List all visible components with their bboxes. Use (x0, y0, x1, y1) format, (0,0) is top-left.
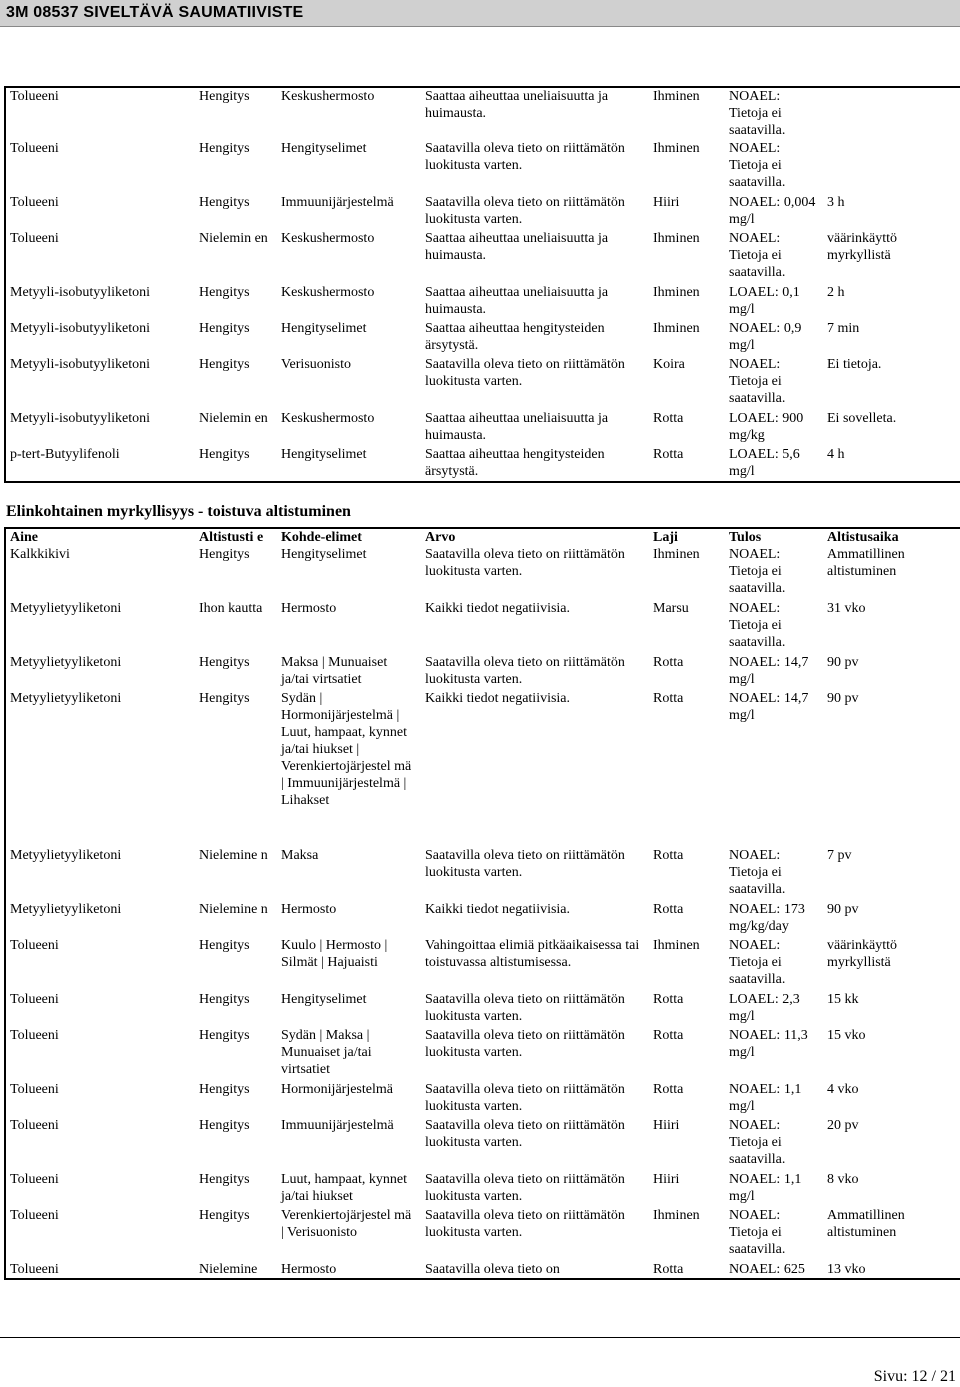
table-cell: Immuunijärjestelmä (281, 1118, 394, 1133)
table-cell: Luut, hampaat, kynnet ja/tai hiukset (281, 1172, 407, 1204)
column-header: Arvo (425, 530, 456, 545)
toxicity-table-single (4, 86, 960, 483)
table-cell: 13 vko (827, 1262, 866, 1277)
table-cell: 7 pv (827, 848, 852, 863)
table-cell: Saattaa aiheuttaa uneliaisuutta ja huimausta. (425, 89, 609, 121)
table-cell: Kalkkikivi (10, 547, 70, 562)
table-cell: Tolueeni (10, 89, 59, 104)
table-cell: Tolueeni (10, 938, 59, 953)
table-row (5, 320, 960, 356)
table-cell: NOAEL: Tietoja ei saatavilla. (729, 231, 786, 280)
table-cell: NOAEL: Tietoja ei saatavilla. (729, 89, 786, 138)
table-cell: Tolueeni (10, 992, 59, 1007)
table-cell: NOAEL: 1,1 mg/l (729, 1172, 802, 1204)
column-header: Kohde-elimet (281, 530, 362, 545)
table-cell: 15 kk (827, 992, 859, 1007)
table-row (5, 690, 960, 847)
table-cell: Nielemine n (199, 902, 268, 917)
table-cell: Kuulo | Hermosto | Silmät | Hajuaisti (281, 938, 388, 970)
table-cell: NOAEL: 0,9 mg/l (729, 321, 802, 353)
table-cell: Hengitys (199, 89, 250, 104)
table-cell: Keskushermosto (281, 89, 375, 104)
table-cell: Hengitys (199, 1118, 250, 1133)
table-cell: Hengitys (199, 285, 250, 300)
column-header: Laji (653, 530, 678, 545)
table-cell: Keskushermosto (281, 231, 375, 246)
table-cell: NOAEL: Tietoja ei saatavilla. (729, 141, 786, 190)
footer-divider (0, 1337, 960, 1338)
table-cell: Kaikki tiedot negatiivisia. (425, 691, 571, 706)
table-row (5, 937, 960, 991)
table-cell: Saatavilla oleva tieto on riittämätön luokitusta varten. (425, 547, 625, 579)
table-cell: Tolueeni (10, 1118, 59, 1133)
table-cell: Hengitys (199, 992, 250, 1007)
column-header: Aine (10, 530, 38, 545)
table-cell: Ammatillinen altistuminen (827, 1208, 905, 1240)
table-cell: Vahingoittaa elimiä pitkäaikaisessa tai toistuvassa altistumisessa. (425, 938, 640, 970)
table-cell: Ihminen (653, 141, 700, 156)
table-cell: Maksa (281, 848, 319, 863)
table-cell: NOAEL: Tietoja ei saatavilla. (729, 1208, 786, 1257)
table-cell: Hengitys (199, 357, 250, 372)
table-cell: Hengityselimet (281, 141, 367, 156)
table-row (5, 446, 960, 482)
table-cell: Ihminen (653, 285, 700, 300)
table-row (5, 410, 960, 446)
table-row (5, 901, 960, 937)
table-cell: Hermosto (281, 601, 337, 616)
table-cell: NOAEL: Tietoja ei saatavilla. (729, 547, 786, 596)
table-cell: Tolueeni (10, 1172, 59, 1187)
table-row (5, 87, 960, 140)
column-header: Tulos (729, 530, 762, 545)
table-cell: 90 pv (827, 902, 859, 917)
table-cell: Koira (653, 357, 685, 372)
table-row (5, 284, 960, 320)
table-row (5, 140, 960, 194)
table-cell: LOAEL: 0,1 mg/l (729, 285, 800, 317)
table-cell: Saatavilla oleva tieto on riittämätön luokitusta varten. (425, 992, 625, 1024)
table-cell: Rotta (653, 1262, 684, 1277)
document-header (0, 0, 960, 27)
table-row (5, 1261, 960, 1279)
table-cell: Tolueeni (10, 1082, 59, 1097)
table-cell: 4 vko (827, 1082, 859, 1097)
table-cell: Ihminen (653, 231, 700, 246)
table-cell: Hengitys (199, 141, 250, 156)
table-row (5, 1117, 960, 1171)
table-cell: Hiiri (653, 1172, 680, 1187)
table-cell: Marsu (653, 601, 689, 616)
toxicity-table-repeated (4, 527, 960, 1280)
table-cell: Saattaa aiheuttaa uneliaisuutta ja huimausta. (425, 411, 609, 443)
column-header: Altistusti e (199, 530, 264, 545)
table-cell: Nielemin en (199, 411, 268, 426)
table-cell: 8 vko (827, 1172, 859, 1187)
table-row (5, 356, 960, 410)
table-cell: Metyyli-isobutyyliketoni (10, 285, 150, 300)
table-cell: NOAEL: Tietoja ei saatavilla. (729, 601, 786, 650)
table-cell: LOAEL: 5,6 mg/l (729, 447, 800, 479)
table-cell: Hengityselimet (281, 447, 367, 462)
table-cell (823, 140, 960, 194)
table-cell: Hengitys (199, 655, 250, 670)
table-cell: Saatavilla oleva tieto on riittämätön luokitusta varten. (425, 848, 625, 880)
column-header: Altistusaika (827, 530, 899, 545)
table-cell: NOAEL: 0,004 mg/l (729, 195, 816, 227)
table-cell: NOAEL: 625 (729, 1262, 805, 1277)
table-cell: Tolueeni (10, 195, 59, 210)
table-cell: Metyylietyyliketoni (10, 601, 122, 616)
table-cell: Nielemine n (199, 848, 268, 863)
table-cell: 2 h (827, 285, 845, 300)
table-cell: Saattaa aiheuttaa hengitysteiden ärsytystä. (425, 447, 605, 479)
table-row (5, 600, 960, 654)
table-cell: Metyylietyyliketoni (10, 902, 122, 917)
table-header-row (5, 528, 960, 546)
section-heading: Elinkohtainen myrkyllisyys - toistuva altistuminen (6, 503, 351, 520)
table-cell: Metyyli-isobutyyliketoni (10, 411, 150, 426)
table-cell: Saattaa aiheuttaa uneliaisuutta ja huimausta. (425, 231, 609, 263)
table-cell: Nielemin en (199, 231, 268, 246)
table-cell (823, 87, 960, 140)
table-cell: Saattaa aiheuttaa hengitysteiden ärsytystä. (425, 321, 605, 353)
table-cell: Hengitys (199, 1208, 250, 1223)
table-cell: LOAEL: 2,3 mg/l (729, 992, 800, 1024)
table-cell: 20 pv (827, 1118, 859, 1133)
table-cell: 90 pv (827, 655, 859, 670)
table-cell: Ei sovelleta. (827, 411, 897, 426)
table-cell: Rotta (653, 1028, 684, 1043)
table-cell: Hermosto (281, 902, 337, 917)
table-row (5, 1081, 960, 1117)
table-cell: Hengitys (199, 321, 250, 336)
table-cell: Verenkiertojärjestel mä | Verisuonisto (281, 1208, 412, 1240)
table-cell: Saatavilla oleva tieto on riittämätön luokitusta varten. (425, 1028, 625, 1060)
table-cell: LOAEL: 900 mg/kg (729, 411, 804, 443)
table-cell: Hormonijärjestelmä (281, 1082, 393, 1097)
table-cell: Tolueeni (10, 1208, 59, 1223)
table-cell: NOAEL: Tietoja ei saatavilla. (729, 1118, 786, 1167)
table-cell: Tolueeni (10, 141, 59, 156)
table-cell: 7 min (827, 321, 860, 336)
table-cell: Rotta (653, 848, 684, 863)
table-cell: Hengitys (199, 447, 250, 462)
table-cell: NOAEL: Tietoja ei saatavilla. (729, 938, 786, 987)
page-number: Sivu: 12 / 21 (873, 1368, 956, 1385)
table-row (5, 1207, 960, 1261)
table-cell: NOAEL: 14,7 mg/l (729, 691, 809, 723)
table-cell: väärinkäyttö myrkyllistä (827, 938, 897, 970)
table-cell: NOAEL: 14,7 mg/l (729, 655, 809, 687)
table-cell: Tolueeni (10, 1262, 59, 1277)
table-cell: Rotta (653, 411, 684, 426)
table-cell: Kaikki tiedot negatiivisia. (425, 601, 571, 616)
table-cell: Tolueeni (10, 231, 59, 246)
table-cell: Hengitys (199, 547, 250, 562)
table-cell: Hiiri (653, 1118, 680, 1133)
table-cell: NOAEL: 173 mg/kg/day (729, 902, 805, 934)
table-cell: 90 pv (827, 691, 859, 706)
table-cell: Hengitys (199, 1172, 250, 1187)
table-cell: Hengitys (199, 691, 250, 706)
table-cell: Saatavilla oleva tieto on riittämätön luokitusta varten. (425, 1082, 625, 1114)
document-title: 3M 08537 SIVELTÄVÄ SAUMATIIVISTE (6, 4, 304, 21)
table-row (5, 991, 960, 1027)
table-cell: Saatavilla oleva tieto on riittämätön luokitusta varten. (425, 141, 625, 173)
table-cell: Hengityselimet (281, 992, 367, 1007)
table-row (5, 546, 960, 600)
table-cell: Metyylietyyliketoni (10, 655, 122, 670)
table-cell: Rotta (653, 1082, 684, 1097)
table-row (5, 1027, 960, 1081)
table-cell: Saattaa aiheuttaa uneliaisuutta ja huimausta. (425, 285, 609, 317)
table-cell: Rotta (653, 447, 684, 462)
table-cell: Rotta (653, 902, 684, 917)
table-cell: Nielemine (199, 1262, 258, 1277)
table-cell: Keskushermosto (281, 411, 375, 426)
table-cell: Ei tietoja. (827, 357, 882, 372)
table-cell: Tolueeni (10, 1028, 59, 1043)
table-cell: 4 h (827, 447, 845, 462)
table-cell: NOAEL: Tietoja ei saatavilla. (729, 848, 786, 897)
table-cell: 3 h (827, 195, 845, 210)
table-cell: Keskushermosto (281, 285, 375, 300)
table-cell: Metyyli-isobutyyliketoni (10, 357, 150, 372)
table-cell: Kaikki tiedot negatiivisia. (425, 902, 571, 917)
table-cell: Hengityselimet (281, 321, 367, 336)
table-cell: Sydän | Maksa | Munuaiset ja/tai virtsatiet (281, 1028, 372, 1077)
table-cell: Saatavilla oleva tieto on riittämätön luokitusta varten. (425, 655, 625, 687)
table-row (5, 847, 960, 901)
table-cell: Rotta (653, 992, 684, 1007)
table-cell: Maksa | Munuaiset ja/tai virtsatiet (281, 655, 388, 687)
table-cell: Immuunijärjestelmä (281, 195, 394, 210)
table-cell: Ihminen (653, 89, 700, 104)
table-cell: Metyylietyyliketoni (10, 848, 122, 863)
table-cell: Hengitys (199, 938, 250, 953)
table-cell: Hengityselimet (281, 547, 367, 562)
table-cell: Verisuonisto (281, 357, 351, 372)
table-cell: 15 vko (827, 1028, 866, 1043)
table-cell: Saatavilla oleva tieto on riittämätön luokitusta varten. (425, 1208, 625, 1240)
table-cell: Ihminen (653, 547, 700, 562)
table-cell: NOAEL: 11,3 mg/l (729, 1028, 808, 1060)
table-cell: Ammatillinen altistuminen (827, 547, 905, 579)
table-cell: 31 vko (827, 601, 866, 616)
table-cell: Saatavilla oleva tieto on riittämätön luokitusta varten. (425, 357, 625, 389)
table-cell: NOAEL: Tietoja ei saatavilla. (729, 357, 786, 406)
table-cell: Ihminen (653, 321, 700, 336)
table-row (5, 230, 960, 284)
table-cell: Hermosto (281, 1262, 337, 1277)
table-row (5, 194, 960, 230)
table-cell: p-tert-Butyylifenoli (10, 447, 120, 462)
table-cell: Metyyli-isobutyyliketoni (10, 321, 150, 336)
table-cell: Metyylietyyliketoni (10, 691, 122, 706)
table-cell: Ihon kautta (199, 601, 263, 616)
table-cell: Rotta (653, 691, 684, 706)
table-cell: NOAEL: 1,1 mg/l (729, 1082, 802, 1114)
table-cell: Hiiri (653, 195, 680, 210)
table-row (5, 1171, 960, 1207)
table-cell: Rotta (653, 655, 684, 670)
table-row (5, 654, 960, 690)
table-cell: Ihminen (653, 938, 700, 953)
table-cell: Saatavilla oleva tieto on riittämätön luokitusta varten. (425, 195, 625, 227)
table-cell: väärinkäyttö myrkyllistä (827, 231, 897, 263)
table-cell: Sydän | Hormonijärjestelmä | Luut, hampaat, kynnet ja/tai hiukset | Verenkiertojärjestel mä | Immuunijärjestelmä | Lihakset (281, 691, 412, 808)
table-cell: Saatavilla oleva tieto on (425, 1262, 560, 1277)
table-cell: Ihminen (653, 1208, 700, 1223)
table-cell: Saatavilla oleva tieto on riittämätön luokitusta varten. (425, 1172, 625, 1204)
table-cell: Hengitys (199, 1028, 250, 1043)
table-cell: Hengitys (199, 1082, 250, 1097)
table-cell: Hengitys (199, 195, 250, 210)
table-cell: Saatavilla oleva tieto on riittämätön luokitusta varten. (425, 1118, 625, 1150)
